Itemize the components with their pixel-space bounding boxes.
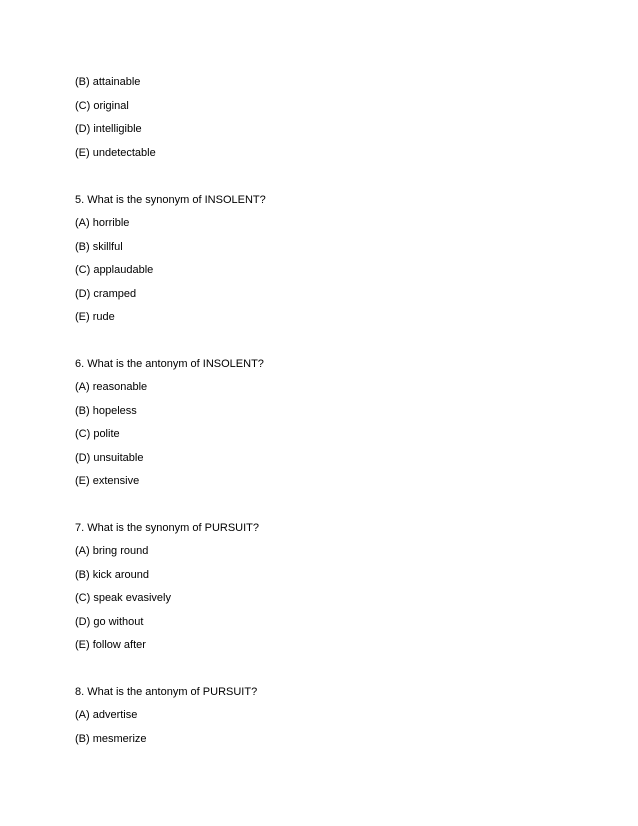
option-text: (A) horrible <box>75 217 130 229</box>
option-text: (B) skillful <box>75 241 123 253</box>
option-text: (B) mesmerize <box>75 733 147 745</box>
option-text: (C) speak evasively <box>75 592 171 604</box>
option-text: (B) kick around <box>75 569 149 581</box>
question-prompt: 8. What is the antonym of PURSUIT? <box>75 686 258 698</box>
option-text: (E) rude <box>75 311 115 323</box>
option-text: (E) undetectable <box>75 147 156 159</box>
option-text: (D) cramped <box>75 288 137 300</box>
option-text: (D) unsuitable <box>75 452 144 464</box>
option-text: (E) follow after <box>75 639 146 651</box>
option-text: (B) hopeless <box>75 405 137 417</box>
option-text: (B) attainable <box>75 76 141 88</box>
option-text: (E) extensive <box>75 475 140 487</box>
option-text: (A) bring round <box>75 545 149 557</box>
option-text: (D) intelligible <box>75 123 142 135</box>
option-text: (C) original <box>75 100 129 112</box>
question-prompt: 6. What is the antonym of INSOLENT? <box>75 358 264 370</box>
option-text: (A) advertise <box>75 709 138 721</box>
question-prompt: 7. What is the synonym of PURSUIT? <box>75 522 260 534</box>
option-text: (D) go without <box>75 616 144 628</box>
question-prompt: 5. What is the synonym of INSOLENT? <box>75 194 266 206</box>
option-text: (A) reasonable <box>75 381 148 393</box>
option-text: (C) polite <box>75 428 120 440</box>
option-text: (C) applaudable <box>75 264 154 276</box>
